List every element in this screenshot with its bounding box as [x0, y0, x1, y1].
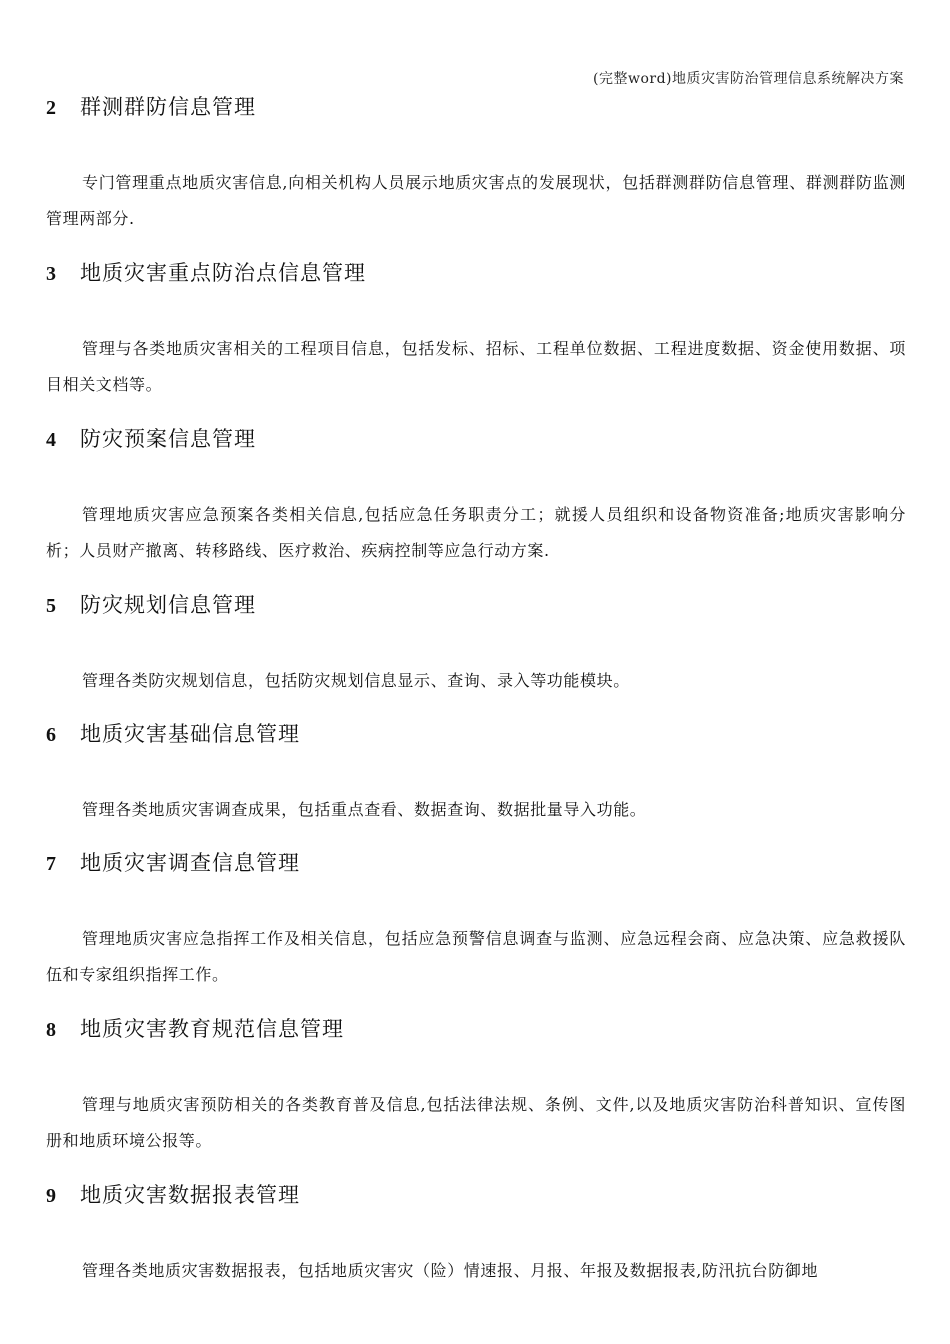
section-title: 地质灾害基础信息管理	[80, 722, 300, 746]
section-body: 管理与地质灾害预防相关的各类教育普及信息,包括法律法规、条例、文件,以及地质灾害防治科普知识、宣传图册和地质环境公报等。	[46, 1095, 906, 1150]
section-title: 地质灾害数据报表管理	[80, 1183, 300, 1207]
section-4	[46, 424, 906, 569]
section-7	[46, 848, 906, 993]
section-number: 7	[46, 853, 57, 875]
section-body: 管理各类防灾规划信息，包括防灾规划信息显示、查询、录入等功能模块。	[82, 671, 630, 690]
section-title: 地质灾害教育规范信息管理	[80, 1017, 344, 1041]
section-5	[46, 590, 906, 699]
section-body: 管理与各类地质灾害相关的工程项目信息，包括发标、招标、工程单位数据、工程进度数据、资金使用数据、项目相关文档等。	[46, 339, 906, 394]
section-heading	[46, 719, 906, 750]
section-title: 防灾规划信息管理	[80, 593, 256, 617]
section-number: 6	[46, 724, 57, 746]
section-number: 3	[46, 263, 57, 285]
section-body: 管理各类地质灾害调查成果，包括重点查看、数据查询、数据批量导入功能。	[82, 800, 647, 819]
section-number: 5	[46, 595, 57, 617]
section-body: 管理地质灾害应急指挥工作及相关信息，包括应急预警信息调查与监测、应急远程会商、应急决策、应急救援队伍和专家组织指挥工作。	[46, 929, 906, 984]
section-title: 地质灾害调查信息管理	[80, 851, 300, 875]
section-title: 防灾预案信息管理	[80, 427, 256, 451]
section-number: 8	[46, 1019, 57, 1041]
section-number: 9	[46, 1185, 57, 1207]
running-header: (完整word)地质灾害防治管理信息系统解决方案	[593, 71, 904, 87]
section-heading	[46, 848, 906, 879]
section-3	[46, 258, 906, 403]
section-heading	[46, 424, 906, 455]
section-8	[46, 1014, 906, 1159]
section-heading	[46, 1180, 906, 1211]
section-body: 专门管理重点地质灾害信息,向相关机构人员展示地质灾害点的发展现状，包括群测群防信息管理、群测群防监测管理两部分.	[46, 173, 906, 228]
section-title: 群测群防信息管理	[80, 95, 256, 119]
section-9	[46, 1180, 906, 1289]
section-heading	[46, 92, 906, 123]
section-heading	[46, 1014, 906, 1045]
section-number: 2	[46, 97, 57, 119]
section-heading	[46, 590, 906, 621]
section-title: 地质灾害重点防治点信息管理	[80, 261, 366, 285]
section-heading	[46, 258, 906, 289]
section-body: 管理各类地质灾害数据报表，包括地质灾害灾（险）情速报、月报、年报及数据报表,防汛抗台防御地	[82, 1261, 819, 1280]
section-6	[46, 719, 906, 828]
section-2	[46, 92, 906, 237]
section-number: 4	[46, 429, 57, 451]
section-body: 管理地质灾害应急预案各类相关信息,包括应急任务职责分工；就援人员组织和设备物资准备;地质灾害影响分析；人员财产撤离、转移路线、医疗救治、疾病控制等应急行动方案.	[46, 505, 906, 560]
